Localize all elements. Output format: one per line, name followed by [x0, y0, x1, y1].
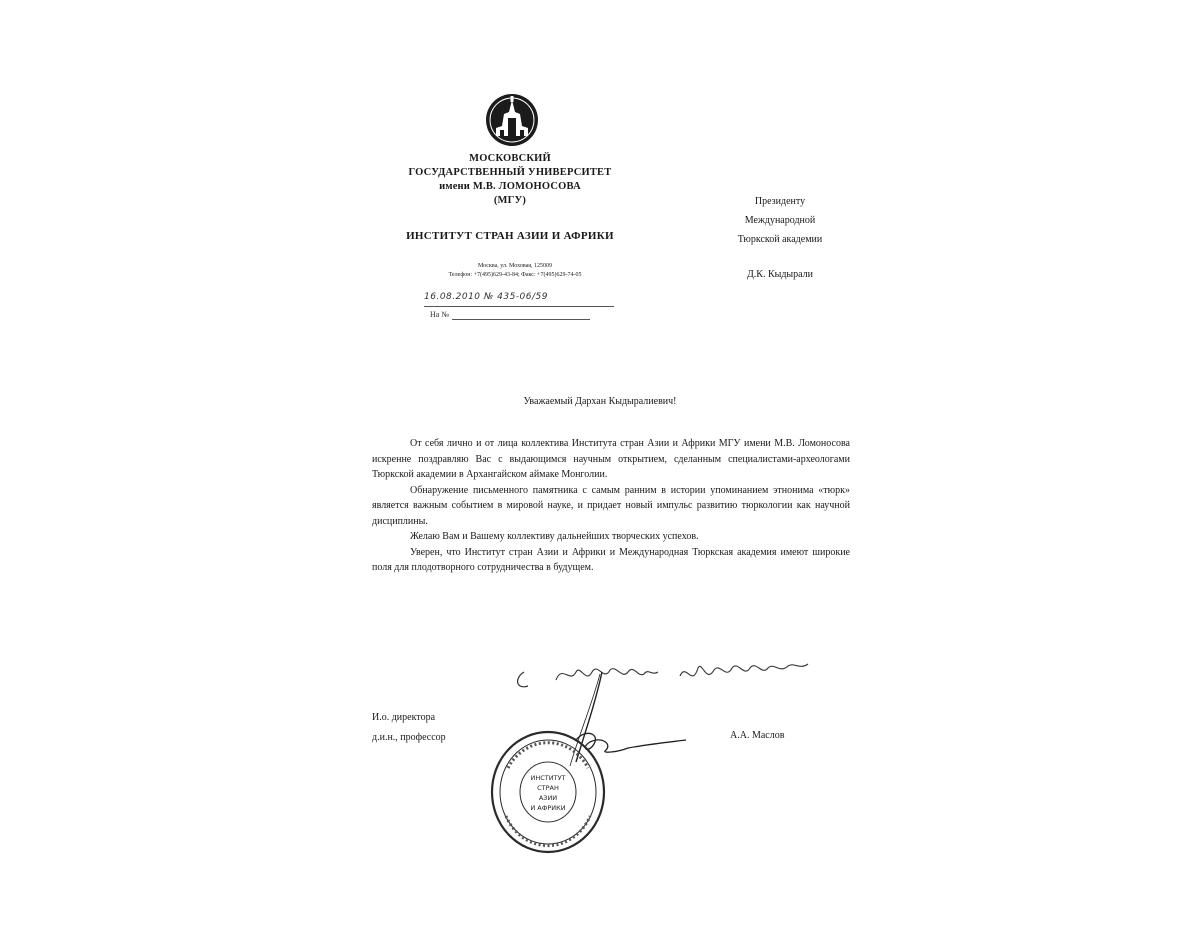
university-name-line: ГОСУДАРСТВЕННЫЙ УНИВЕРСИТЕТ — [408, 167, 612, 178]
official-stamp — [488, 728, 608, 856]
address-line: Москва, ул. Моховая, 125009 — [477, 263, 553, 269]
msu-emblem-icon — [484, 92, 540, 148]
stamp-text: СТРАН — [537, 784, 559, 792]
recipient-name: Д.К. Кыдырали — [746, 269, 814, 280]
university-name — [360, 152, 660, 208]
letter-paragraph: Уверен, что Институт стран Азии и Африки и Международная Тюркская академия имеют широкие поля для плодотворного сотрудничества в будущем. — [372, 546, 850, 573]
stamp-text: И АФРИКИ — [530, 804, 566, 812]
stamp-text: ИНСТИТУТ — [530, 774, 566, 782]
institute-name: ИНСТИТУТ СТРАН АЗИИ И АФРИКИ — [406, 230, 614, 242]
signer-title-line: И.о. директора — [372, 712, 436, 723]
letter-body — [372, 436, 850, 576]
signer-title-line: д.и.н., профессор — [372, 732, 446, 743]
letter-paragraph: От себя лично и от лица коллектива Института стран Азии и Африки МГУ имени М.В. Ломоносова искренне поздравляю Вас с выдающимся научным открытием, сделанным специалистами-археологами Тюркской академии в Архангайском аймаке Монголии. — [372, 438, 850, 480]
signer-name: А.А. Маслов — [730, 730, 785, 741]
in-reply-to-label: На № — [430, 310, 449, 319]
address-line: Телефон: +7(495)629-43-84; Факс: +7(495)629-74-05 — [448, 272, 582, 278]
institute-address — [370, 262, 660, 280]
university-name-line: МОСКОВСКИЙ — [469, 153, 551, 164]
stamp-text: АЗИИ — [538, 794, 558, 802]
university-name-line: (МГУ) — [493, 195, 527, 206]
in-reply-to-line — [430, 310, 590, 322]
letter-greeting: Уважаемый Дархан Кыдыралиевич! — [523, 396, 677, 407]
recipient-line: Президенту — [754, 196, 806, 207]
letter-paragraph: Желаю Вам и Вашему коллективу дальнейших творческих успехов. — [410, 531, 699, 542]
recipient-block — [700, 192, 860, 284]
recipient-line: Международной — [744, 215, 816, 226]
recipient-line: Тюркской академии — [737, 234, 823, 245]
university-name-line: имени М.В. ЛОМОНОСОВА — [439, 181, 581, 192]
letter-paragraph: Обнаружение письменного памятника с самым ранним в истории упоминанием этнонима «тюрк» является важным событием в мировой науке, и придает новый импульс развитию тюркологии как научной дисциплины. — [372, 484, 850, 527]
reference-number: 16.08.2010 № 435-06/59 — [424, 292, 614, 307]
